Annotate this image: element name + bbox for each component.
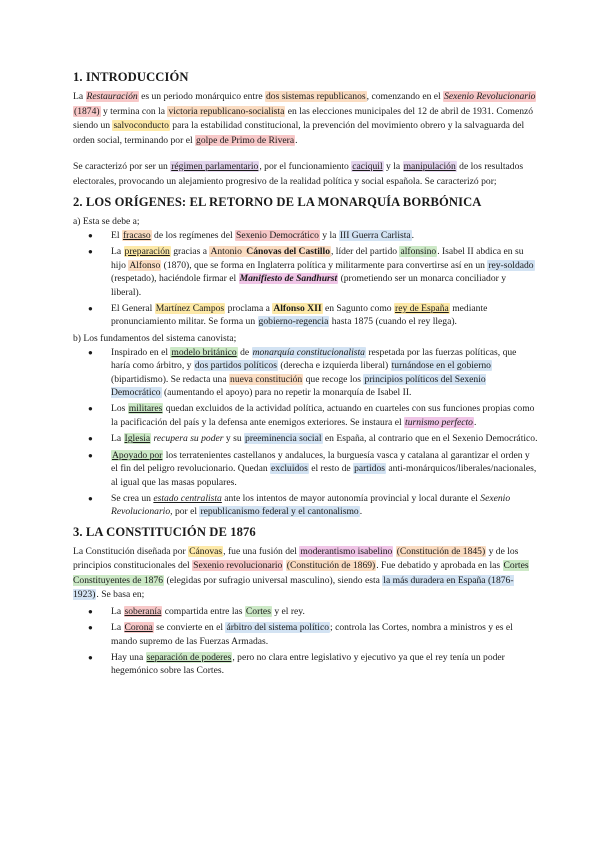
origins-a-list <box>73 229 538 329</box>
list-item: ● Inspirado en el modelo británico de monarquía constitucionalista respetada por las fuerzas políticas, que haría como árbitro, y dos partidos políticos (derecha e izquierda liberal) turnándose en el gobierno (bipartidismo). Se redacta una nueva constitución que recoge los principios políticos del Sexenio Democrático (aumentando el apoyo) para no repetir la monarquía de Isabel II. <box>111 346 538 400</box>
origins-b-label: b) Los fundamentos del sistema canovista; <box>73 332 237 344</box>
list-item: ● Hay una separación de poderes, pero no clara entre legislativo y ejecutivo ya que el rey tenía un poder hegemónico sobre las Cortes. <box>111 651 538 678</box>
list-item: ● La Corona se convierte en el árbitro del sistema político; controla las Cortes, nombra a ministros y es el mando supremo de las Fuerzas Armadas. <box>111 621 538 648</box>
intro-paragraph-1: La Restauración es un periodo monárquico entre dos sistemas republicanos, comenzando en el Sexenio Revolucionario (1874) y termina con la victoria republicano-socialista en las elecciones municipales del 12 de abril de 1931. Comenzó siendo un salvoconducto para la estabilidad constitucional, la prevención del movimiento obrero y la salvaguarda del orden social, terminando por el golpe de Primo de Rivera. <box>73 91 536 146</box>
list-item: ● La soberanía compartida entre las Cortes y el rey. <box>111 605 538 618</box>
origins-b-list <box>73 346 538 519</box>
intro-paragraph-2: Se caracterizó por ser un régimen parlamentario, por el funcionamiento caciquil y la manipulación de los resultados electorales, provocando un alejamiento progresivo de la realidad política y social española. Se caracterizó por; <box>73 161 524 187</box>
list-item: ● El fracaso de los regímenes del Sexenio Democrático y la III Guerra Carlista. <box>111 229 538 242</box>
list-item: ● Se crea un estado centralista ante los intentos de mayor autonomía provincial y local durante el Sexenio Revolucionario, por el republicanismo federal y el cantonalismo. <box>111 492 538 519</box>
constitution-paragraph: La Constitución diseñada por Cánovas, fue una fusión del moderantismo isabelino (Constitución de 1845) y de los principios constitucionales del Sexenio revolucionario (Constitución de 1869). Fue debatido y aprobada en las Cortes Constituyentes de 1876 (elegidas por sufragio universal masculino), siendo esta la más duradera en España (1876-1923). Se basa en; <box>73 545 529 601</box>
list-item: ● Apoyado por los terratenientes castellanos y andaluces, la burguesía vasca y catalana al garantizar el orden y el fin del peligro revolucionario. Quedan excluidos el resto de partidos anti-monárquicos/liberales/nacionales, al igual que las masas populares. <box>111 449 538 489</box>
section-title-constitucion: 3. LA CONSTITUCIÓN DE 1876 <box>73 524 256 539</box>
list-item: ● La preparación gracias a Antonio Cánovas del Castillo, líder del partido alfonsino. Isabel II abdica en su hijo Alfonso (1870), que se forma en Inglaterra política y militarmente para convertirse así en un rey-soldado (respetado), haciéndole firmar el Manifiesto de Sandhurst (prometiendo ser un monarca conciliador y liberal). <box>111 245 538 299</box>
origins-a-label: a) Esta se debe a; <box>73 216 140 227</box>
list-item: ● Los militares quedan excluidos de la actividad política, actuando en cuarteles con sus funciones propias como la pacificación del país y la defensa ante enemigos exteriores. Se instaura el turnismo perfecto. <box>111 402 538 429</box>
constitution-list <box>73 605 538 678</box>
list-item: ● El General Martínez Campos proclama a Alfonso XII en Sagunto como rey de España mediante pronunciamiento militar. Se forma un gobierno-regencia hasta 1875 (cuando el rey llega). <box>111 302 538 329</box>
section-title-origenes: 2. LOS ORÍGENES: EL RETORNO DE LA MONARQUÍA BORBÓNICA <box>73 195 482 209</box>
list-item: ● La Iglesia recupera su poder y su preeminencia social en España, al contrario que en el Sexenio Democrático. <box>111 432 538 445</box>
section-title-introduccion: 1. INTRODUCCIÓN <box>73 70 189 84</box>
